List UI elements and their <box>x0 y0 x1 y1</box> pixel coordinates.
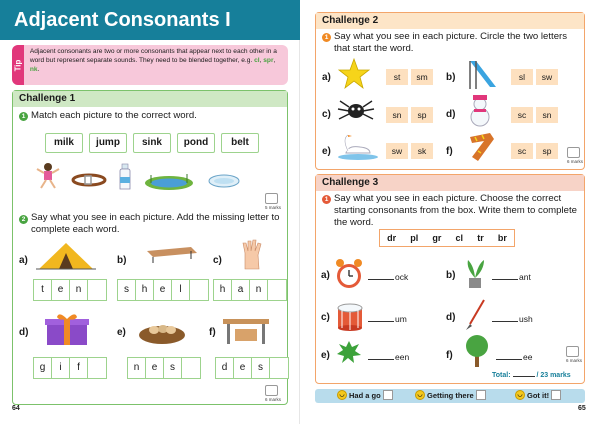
item-label: b) <box>446 72 456 83</box>
challenge-3-question: Say what you see in each picture. Choose the correct starting consonants from the box. Write them to complete the word. <box>334 193 577 228</box>
plant-picture <box>462 256 488 290</box>
page-title: Adjacent Consonants I <box>0 0 300 40</box>
challenge-1-panel <box>12 90 288 405</box>
challenge-2-title: Challenge 2 <box>316 13 584 29</box>
challenge-3-title: Challenge 3 <box>316 175 584 191</box>
star-picture <box>338 58 370 90</box>
marks-checkbox[interactable] <box>567 147 580 158</box>
letter-cells-ten: t e n <box>33 279 107 301</box>
answer-blank-c[interactable]: um <box>368 314 407 324</box>
green-splat-picture <box>336 338 362 366</box>
letter-cells-nes: n e s <box>127 357 201 379</box>
item-label: a) <box>322 72 331 83</box>
page-number: 64 <box>12 405 20 412</box>
gift-picture <box>43 313 91 347</box>
smiley-icon: ◡ <box>415 390 425 400</box>
shelf-picture <box>143 241 199 269</box>
option-st[interactable]: st <box>386 69 408 85</box>
pond-picture[interactable] <box>143 171 195 191</box>
marks-checkbox[interactable] <box>265 385 278 396</box>
right-page <box>300 0 600 424</box>
jumping-girl-picture[interactable] <box>35 161 61 191</box>
item-label: f) <box>446 146 453 157</box>
item-label: f) <box>209 327 216 338</box>
question-number: 1 <box>19 112 28 121</box>
option-sw[interactable]: sw <box>386 143 408 159</box>
letter-cells-gif: g i f <box>33 357 107 379</box>
blank-cell[interactable] <box>268 280 286 300</box>
item-label: e) <box>322 146 331 157</box>
blank-cell[interactable] <box>270 358 288 378</box>
letter-cells-han: h a n <box>213 279 287 301</box>
clock-picture <box>333 258 365 292</box>
had-a-go-item: ◡ Had a go <box>337 390 393 400</box>
answer-blank-d[interactable]: ush <box>492 314 533 324</box>
blank-cell[interactable] <box>88 280 106 300</box>
milk-bottle-picture[interactable] <box>117 163 133 191</box>
option-sl[interactable]: sl <box>511 69 533 85</box>
marks-label: 6 marks <box>265 397 282 402</box>
page-number: 65 <box>578 405 586 412</box>
drum-picture <box>334 300 366 332</box>
answer-blank-a[interactable]: ock <box>368 272 408 282</box>
total-blank[interactable] <box>513 376 535 377</box>
swan-picture <box>336 131 378 161</box>
letter-cells-shel: s h e l <box>117 279 209 301</box>
option-sc[interactable]: sc <box>511 143 533 159</box>
option-sp[interactable]: sp <box>536 143 558 159</box>
question-number: 1 <box>322 195 331 204</box>
letter-cells-des: d e s <box>215 357 289 379</box>
answer-blank-b[interactable]: ant <box>492 272 531 282</box>
challenge-2-panel <box>315 12 585 170</box>
marks-label: 6 marks <box>567 159 584 164</box>
self-assessment-bar <box>315 389 585 403</box>
marks-checkbox[interactable] <box>566 346 579 357</box>
consonant-box: dr pl gr cl tr br <box>379 229 515 247</box>
item-label: e) <box>321 350 330 361</box>
total-marks: Total: / 23 marks <box>492 372 571 379</box>
tent-picture <box>35 241 97 271</box>
item-label: f) <box>446 350 453 361</box>
blank-cell[interactable] <box>182 358 200 378</box>
word-box-pond[interactable]: pond <box>177 133 215 153</box>
item-label: d) <box>19 327 29 338</box>
option-sn[interactable]: sn <box>386 107 408 123</box>
item-label: e) <box>117 327 126 338</box>
answer-blank-e[interactable]: een <box>368 352 409 362</box>
got-it-item: ◡ Got it! <box>515 390 561 400</box>
item-label: c) <box>322 109 331 120</box>
tip-text: Adjacent consonants are two or more consonants that appear next to each other in a word but represent separate sounds. They need to be blended together, e.g. cl, spr, nk. <box>29 48 277 73</box>
option-sp[interactable]: sp <box>411 107 433 123</box>
word-box-sink[interactable]: sink <box>133 133 171 153</box>
blank-cell[interactable] <box>190 280 208 300</box>
getting-there-item: ◡ Getting there <box>415 390 486 400</box>
nest-picture <box>137 319 187 345</box>
word-box-jump[interactable]: jump <box>89 133 127 153</box>
marks-label: 6 marks <box>566 358 583 363</box>
sink-picture[interactable] <box>207 173 241 189</box>
item-label: c) <box>213 255 222 266</box>
answer-blank-f[interactable]: ee <box>496 352 532 362</box>
tip-tab: Tip <box>12 45 24 85</box>
blank-cell[interactable] <box>88 358 106 378</box>
option-sm[interactable]: sm <box>411 69 433 85</box>
word-box-belt[interactable]: belt <box>221 133 259 153</box>
item-label: d) <box>446 312 456 323</box>
tree-picture <box>462 334 492 368</box>
challenge-2-question: Say what you see in each picture. Circle the two letters that start the word. <box>334 31 568 54</box>
question-1-text: Match each picture to the correct word. <box>31 110 197 121</box>
item-label: a) <box>19 255 28 266</box>
question-2-text: Say what you see in each picture. Add the missing letter to complete each word. <box>31 212 280 235</box>
item-label: b) <box>117 255 127 266</box>
paintbrush-picture <box>462 298 488 332</box>
got-it-checkbox[interactable] <box>551 390 561 400</box>
item-label: a) <box>321 270 330 281</box>
item-label: c) <box>321 312 330 323</box>
option-sc[interactable]: sc <box>511 107 533 123</box>
smiley-icon: ◡ <box>515 390 525 400</box>
spider-picture <box>336 97 376 125</box>
had-a-go-checkbox[interactable] <box>383 390 393 400</box>
question-number: 1 <box>322 33 331 42</box>
belt-picture[interactable] <box>71 173 107 187</box>
item-label: b) <box>446 270 456 281</box>
marks-checkbox[interactable] <box>265 193 278 204</box>
item-label: d) <box>446 109 456 120</box>
tip-box <box>12 45 288 85</box>
question-number: 2 <box>19 215 28 224</box>
option-sk[interactable]: sk <box>411 143 433 159</box>
hand-picture <box>239 237 265 271</box>
option-sw[interactable]: sw <box>536 69 558 85</box>
challenge-1-title: Challenge 1 <box>13 91 287 107</box>
smiley-icon: ◡ <box>337 390 347 400</box>
slide-picture <box>466 57 500 91</box>
snowman-picture <box>466 95 494 127</box>
word-box-milk[interactable]: milk <box>45 133 83 153</box>
marks-label: 5 marks <box>265 205 282 210</box>
desk-picture <box>221 315 271 347</box>
option-sn[interactable]: sn <box>536 107 558 123</box>
scarf-picture <box>466 131 498 163</box>
getting-there-checkbox[interactable] <box>476 390 486 400</box>
